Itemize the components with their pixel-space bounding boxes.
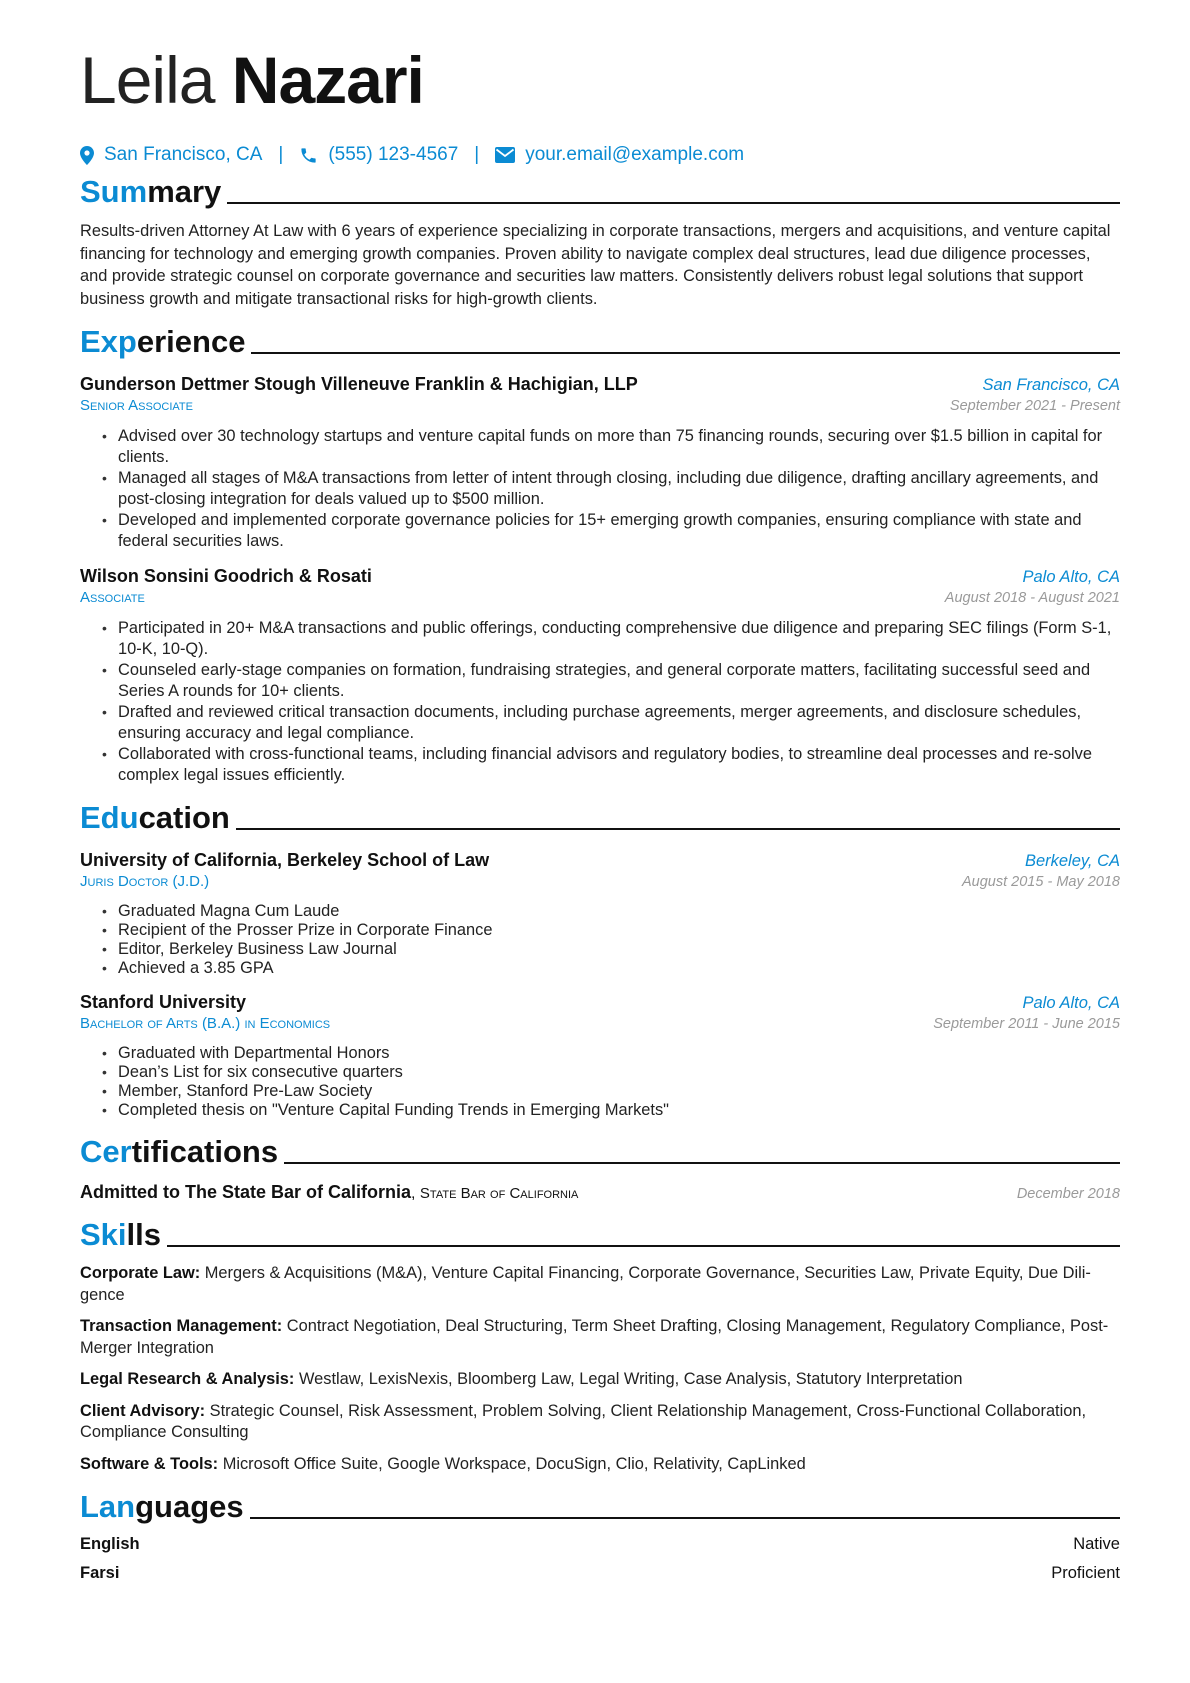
school-name: University of California, Berkeley School of Law bbox=[80, 850, 490, 870]
list-item: • Drafted and reviewed critical transaction documents, including purchase agreements, merger agreements, and disclosure schedules, ensuring accuracy and legal compliance. bbox=[102, 702, 1120, 744]
entry-dates: August 2015 - May 2018 bbox=[962, 874, 1120, 890]
envelope-icon bbox=[495, 147, 515, 163]
entry-location: Palo Alto, CA bbox=[1022, 568, 1120, 586]
certification-date: December 2018 bbox=[1016, 1186, 1120, 1202]
list-item: • Graduated with Departmental Honors bbox=[102, 1044, 1120, 1063]
phone-text: (555) 123-4567 bbox=[328, 144, 459, 165]
job-title: Associate bbox=[80, 589, 145, 606]
skill-value: Westlaw, LexisNexis, Bloomberg Law, Legal Writing, Case Analysis, Statutory Interpretation bbox=[298, 1370, 963, 1388]
skill-row bbox=[80, 1454, 1120, 1476]
last-name: Nazari bbox=[231, 43, 424, 117]
list-item: • Collaborated with cross-functional teams, including financial advisors and regulatory bodies, to streamline deal processes and re-solve complex legal issues efficiently. bbox=[102, 744, 1120, 786]
list-item: • Recipient of the Prosser Prize in Corporate Finance bbox=[102, 921, 1120, 940]
list-item: • Developed and implemented corporate governance policies for 15+ emerging growth companies, ensuring compliance with state and federal securities laws. bbox=[102, 510, 1120, 552]
list-item: • Dean’s List for six consecutive quarters bbox=[102, 1063, 1120, 1082]
skills-heading: Skills bbox=[80, 1217, 1120, 1253]
list-item: • Managed all stages of M&A transactions from letter of intent through closing, including due diligence, drafting ancillary agreements, and post-closing integration for deals valued up to $500 million. bbox=[102, 468, 1120, 510]
phone-icon bbox=[299, 146, 318, 165]
phone-item[interactable] bbox=[299, 144, 458, 166]
candidate-name bbox=[80, 40, 1120, 120]
skill-value: Strategic Counsel, Risk Assessment, Problem Solving, Client Relationship Management, Cross-Functional Collaboration, Compliance Consulting bbox=[80, 1401, 1087, 1441]
certification-name: Admitted to The State Bar of California bbox=[80, 1182, 412, 1202]
location-text: San Francisco, CA bbox=[104, 144, 263, 165]
entry-dates: September 2021 - Present bbox=[949, 398, 1120, 414]
bullet-list bbox=[80, 426, 1120, 552]
job-title: Senior Associate bbox=[80, 397, 193, 414]
language-row bbox=[80, 1564, 1120, 1583]
certification-issuer: State Bar of California bbox=[419, 1185, 579, 1202]
skill-row bbox=[80, 1316, 1120, 1359]
skill-value: Microsoft Office Suite, Google Workspace, DocuSign, Clio, Relativity, CapLinked bbox=[222, 1454, 806, 1473]
entry-location: Berkeley, CA bbox=[1024, 852, 1120, 870]
skill-value: Mergers & Acquisitions (M&A), Venture Capital Financing, Corporate Governance, Securities Law, Private Equity, Due Dili-gence bbox=[80, 1264, 1091, 1304]
email-item[interactable] bbox=[495, 144, 744, 166]
experience-entry bbox=[80, 566, 1120, 786]
skill-row bbox=[80, 1369, 1120, 1391]
location-item bbox=[80, 144, 262, 166]
section-rule bbox=[284, 1162, 1120, 1164]
entry-location: Palo Alto, CA bbox=[1022, 994, 1120, 1012]
summary-text: Results-driven Attorney At Law with 6 years of experience specializing in corporate transactions, mergers and acquisitions, and venture capital financing for technology and emerging growth companies. Proven ability to navigate complex deal structures, lead due diligence processes, and provide strategic counsel on corporate governance and securities law matters. Consistently delivers robust legal solutions that support business growth and mitigate transactional risks for high-growth clients. bbox=[80, 222, 1111, 308]
section-rule bbox=[236, 828, 1120, 830]
list-item: • Counseled early-stage companies on formation, fundraising strategies, and general corporate matters, facilitating successful seed and Series A rounds for 10+ clients. bbox=[102, 660, 1120, 702]
bullet-list bbox=[80, 902, 1120, 978]
education-heading: Education bbox=[80, 800, 1120, 836]
language-level: Native bbox=[1073, 1535, 1120, 1553]
bullet-list bbox=[80, 618, 1120, 786]
languages-heading: Languages bbox=[80, 1489, 1120, 1525]
language-level: Proficient bbox=[1051, 1564, 1120, 1582]
email-text: your.email@example.com bbox=[525, 144, 745, 165]
entry-location: San Francisco, CA bbox=[982, 376, 1120, 394]
experience-entry bbox=[80, 374, 1120, 552]
entry-dates: August 2018 - August 2021 bbox=[944, 590, 1120, 606]
section-rule bbox=[250, 1517, 1120, 1519]
skill-label: Corporate Law: bbox=[80, 1264, 201, 1282]
list-item: • Editor, Berkeley Business Law Journal bbox=[102, 940, 1120, 959]
list-item: • Member, Stanford Pre-Law Society bbox=[102, 1082, 1120, 1101]
employer-name: Wilson Sonsini Goodrich & Rosati bbox=[80, 566, 372, 586]
first-name: Leila bbox=[80, 43, 215, 117]
degree: Bachelor of Arts (B.A.) in Economics bbox=[80, 1015, 331, 1032]
experience-heading: Experience bbox=[80, 324, 1120, 360]
language-name: English bbox=[80, 1535, 140, 1553]
skill-label: Software & Tools: bbox=[80, 1454, 219, 1473]
skill-row bbox=[80, 1401, 1120, 1444]
map-pin-icon bbox=[80, 146, 94, 165]
section-rule bbox=[167, 1245, 1120, 1247]
entry-dates: September 2011 - June 2015 bbox=[933, 1016, 1120, 1032]
summary-heading: Summary bbox=[80, 174, 1120, 210]
language-name: Farsi bbox=[80, 1564, 120, 1582]
contact-separator: | bbox=[278, 144, 284, 165]
section-rule bbox=[251, 352, 1120, 354]
list-item: • Completed thesis on "Venture Capital Funding Trends in Emerging Markets" bbox=[102, 1101, 1120, 1120]
list-item: • Advised over 30 technology startups and venture capital funds on more than 75 financing rounds, securing over $1.5 billion in capital for clients. bbox=[102, 426, 1120, 468]
skill-label: Legal Research & Analysis: bbox=[80, 1370, 295, 1388]
bullet-list bbox=[80, 1044, 1120, 1120]
contact-line bbox=[80, 144, 1120, 166]
skill-label: Transaction Management: bbox=[80, 1317, 283, 1335]
section-rule bbox=[227, 202, 1120, 204]
language-row bbox=[80, 1535, 1120, 1554]
degree: Juris Doctor (J.D.) bbox=[80, 873, 210, 890]
education-entry bbox=[80, 992, 1120, 1120]
skill-row bbox=[80, 1263, 1120, 1306]
school-name: Stanford University bbox=[80, 992, 247, 1012]
skill-value: Contract Negotiation, Deal Structuring, Term Sheet Drafting, Closing Management, Regulatory Compliance, Post-Merger Integration bbox=[80, 1317, 1109, 1357]
list-item: • Graduated Magna Cum Laude bbox=[102, 902, 1120, 921]
certification-entry: Admitted to The State Bar of California, State Bar of California December 2018 bbox=[80, 1182, 1120, 1202]
list-item: • Participated in 20+ M&A transactions and public offerings, conducting comprehensive due diligence and preparing SEC filings (Form S-1, 10-K, 10-Q). bbox=[102, 618, 1120, 660]
contact-separator: | bbox=[474, 144, 480, 165]
list-item: • Achieved a 3.85 GPA bbox=[102, 959, 1120, 978]
employer-name: Gunderson Dettmer Stough Villeneuve Franklin & Hachigian, LLP bbox=[80, 374, 638, 394]
education-entry bbox=[80, 850, 1120, 978]
skill-label: Client Advisory: bbox=[80, 1401, 206, 1420]
certifications-heading: Certifications bbox=[80, 1134, 1120, 1170]
